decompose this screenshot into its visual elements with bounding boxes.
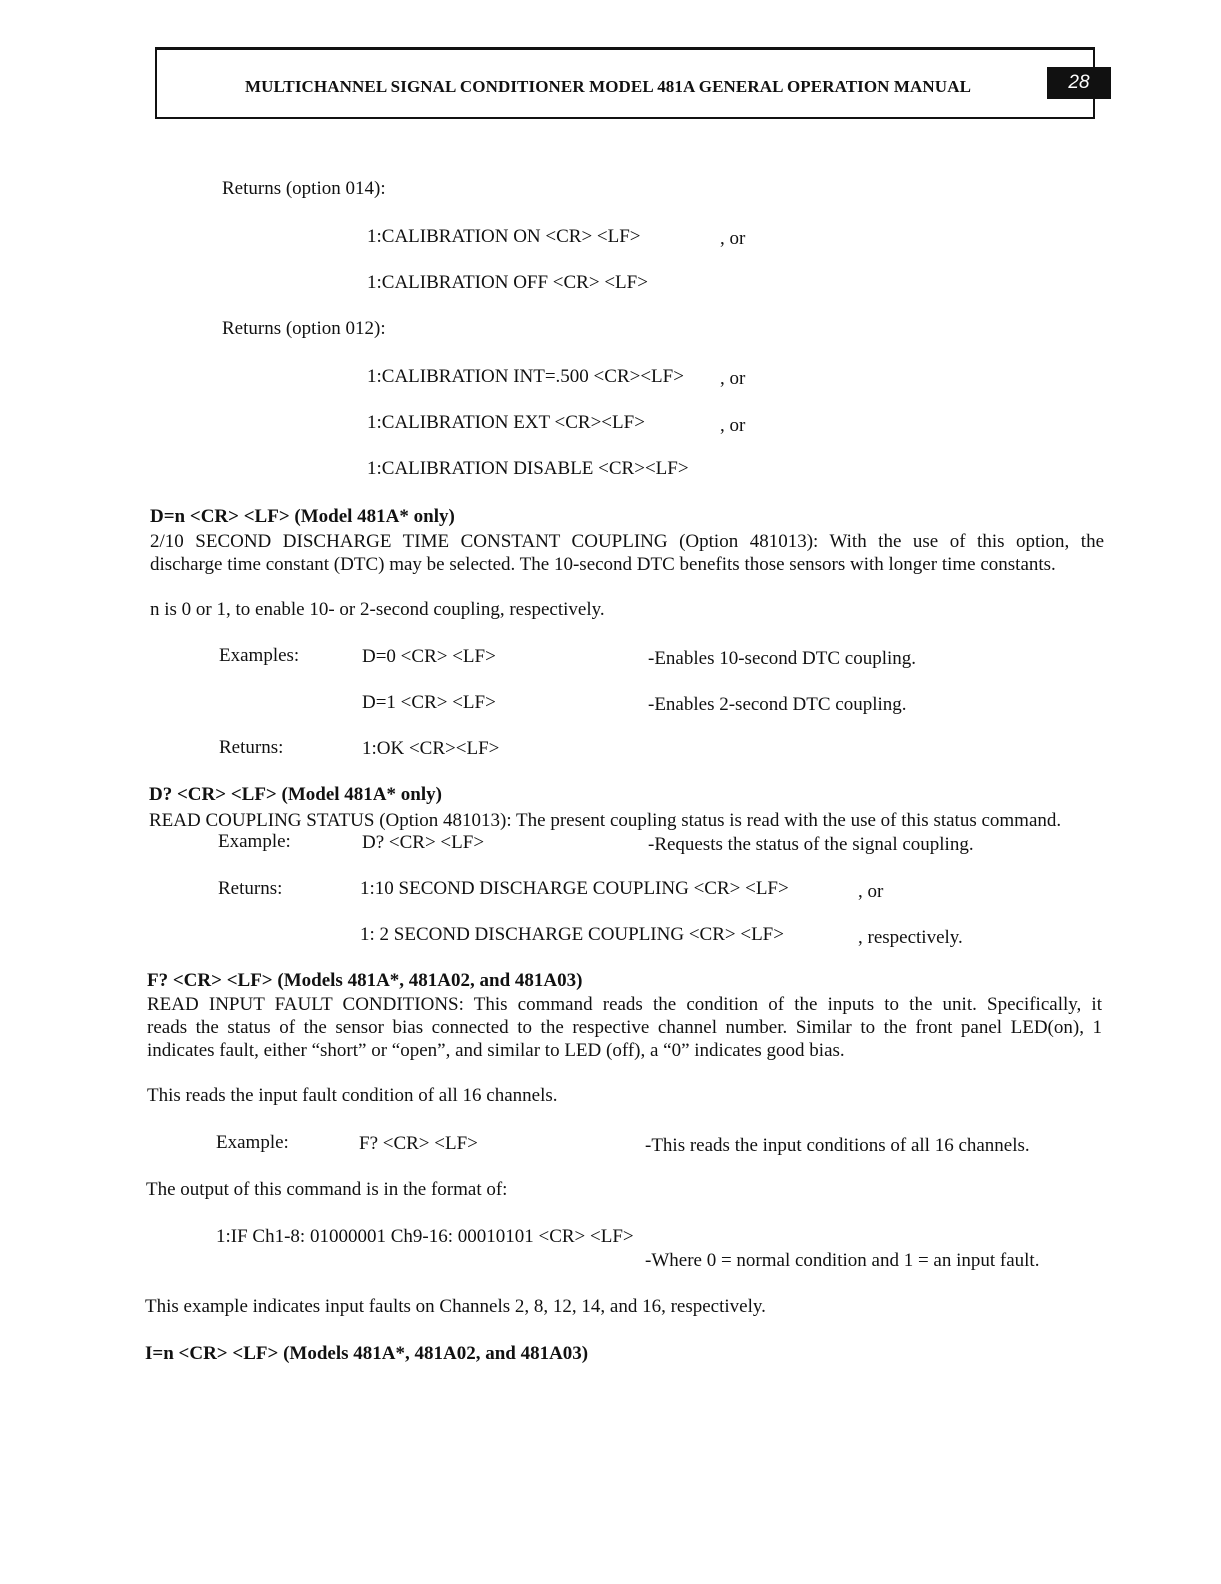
page-number: 28 <box>1047 67 1111 99</box>
d-query-returns-line1: 1:10 SECOND DISCHARGE COUPLING <CR> <LF> <box>360 878 789 899</box>
returns-014-line1: 1:CALIBRATION ON <CR> <LF> <box>367 226 641 247</box>
f-query-output-line: 1:IF Ch1-8: 01000001 Ch9-16: 00010101 <CR> <LF> <box>216 1226 634 1247</box>
returns-012-line2-suffix: , or <box>720 415 746 436</box>
d-set-n-description: n is 0 or 1, to enable 10- or 2-second coupling, respectively. <box>150 599 605 620</box>
returns-012-line1: 1:CALIBRATION INT=.500 <CR><LF> <box>367 366 684 387</box>
i-set-heading: I=n <CR> <LF> (Models 481A*, 481A02, and 481A03) <box>145 1343 589 1364</box>
d-query-heading: D? <CR> <LF> (Model 481A* only) <box>149 784 442 805</box>
d-query-returns-label: Returns: <box>218 878 283 899</box>
f-query-example-desc: -This reads the input conditions of all 16 channels. <box>645 1135 1030 1156</box>
d-set-para-line2: discharge time constant (DTC) may be selected. The 10-second DTC benefits those sensors with longer time constants. <box>150 554 1056 575</box>
d-query-returns-line1-suffix: , or <box>858 881 884 902</box>
d-set-returns-label: Returns: <box>219 737 284 758</box>
returns-012-label: Returns (option 012): <box>222 318 386 339</box>
d-set-heading: D=n <CR> <LF> (Model 481A* only) <box>150 506 455 527</box>
d-set-example1-desc: -Enables 10-second DTC coupling. <box>648 648 917 669</box>
f-query-reads-all: This reads the input fault condition of all 16 channels. <box>147 1085 558 1106</box>
f-query-output-format: The output of this command is in the format of: <box>146 1179 508 1200</box>
d-query-example-cmd: D? <CR> <LF> <box>362 832 485 853</box>
d-query-returns-line2: 1: 2 SECOND DISCHARGE COUPLING <CR> <LF> <box>360 924 784 945</box>
returns-014-line1-suffix: , or <box>720 228 746 249</box>
f-query-output-note: -Where 0 = normal condition and 1 = an input fault. <box>645 1250 1040 1271</box>
d-query-para: READ COUPLING STATUS (Option 481013): The present coupling status is read with the use of this status command. <box>149 810 1062 831</box>
returns-012-line2: 1:CALIBRATION EXT <CR><LF> <box>367 412 645 433</box>
d-query-returns-line2-suffix: , respectively. <box>858 927 963 948</box>
d-query-example-label: Example: <box>218 831 291 852</box>
f-query-example-label: Example: <box>216 1132 289 1153</box>
f-query-example-cmd: F? <CR> <LF> <box>359 1133 478 1154</box>
header-title: MULTICHANNEL SIGNAL CONDITIONER MODEL 481A GENERAL OPERATION MANUAL <box>245 77 972 96</box>
d-set-example1-cmd: D=0 <CR> <LF> <box>362 646 496 667</box>
f-query-heading: F? <CR> <LF> (Models 481A*, 481A02, and 481A03) <box>147 970 583 991</box>
f-query-para-line1: READ INPUT FAULT CONDITIONS: This command reads the condition of the inputs to the unit. Specifically, it <box>147 994 1102 1015</box>
d-set-para-line1: 2/10 SECOND DISCHARGE TIME CONSTANT COUPLING (Option 481013): With the use of this option, the <box>150 531 1104 552</box>
d-set-example2-desc: -Enables 2-second DTC coupling. <box>648 694 907 715</box>
returns-012-line3: 1:CALIBRATION DISABLE <CR><LF> <box>367 458 689 479</box>
returns-014-line2: 1:CALIBRATION OFF <CR> <LF> <box>367 272 648 293</box>
d-set-returns-value: 1:OK <CR><LF> <box>362 738 500 759</box>
d-query-example-desc: -Requests the status of the signal coupling. <box>648 834 974 855</box>
returns-012-line1-suffix: , or <box>720 368 746 389</box>
d-set-examples-label: Examples: <box>219 645 300 666</box>
f-query-para-line3: indicates fault, either “short” or “open”, and similar to LED (off), a “0” indicates good bias. <box>147 1040 845 1061</box>
f-query-para-line2: reads the status of the sensor bias connected to the respective channel number. Similar to the front panel LED(on), 1 <box>147 1017 1102 1038</box>
f-query-example-indicates: This example indicates input faults on Channels 2, 8, 12, 14, and 16, respectively. <box>145 1296 766 1317</box>
d-set-example2-cmd: D=1 <CR> <LF> <box>362 692 496 713</box>
returns-014-label: Returns (option 014): <box>222 178 386 199</box>
